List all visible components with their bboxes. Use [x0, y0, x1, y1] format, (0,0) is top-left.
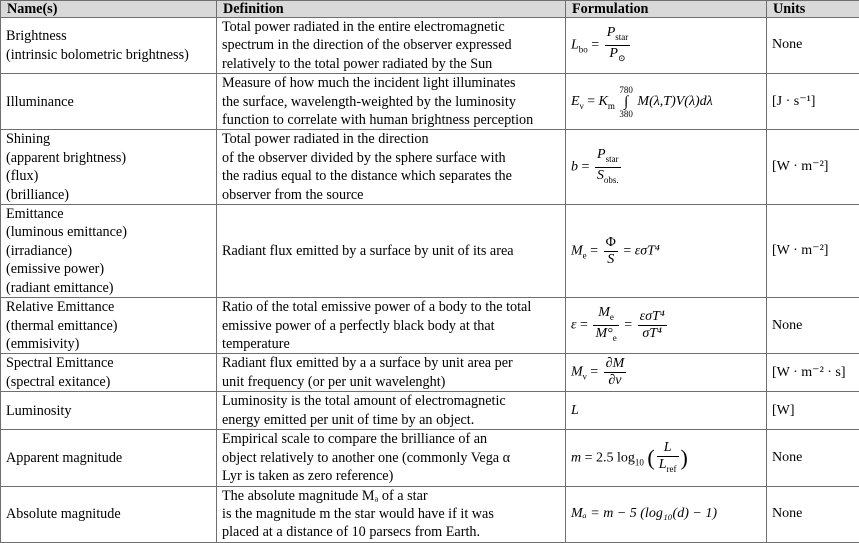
table-row: [1, 392, 859, 430]
formula-cell: L: [566, 392, 767, 430]
table-row: [1, 486, 859, 542]
name-cell: Emittance (luminous emittance) (irradiance) (emissive power) (radiant emittance): [1, 205, 217, 298]
definition-cell: Empirical scale to compare the brilliance of an object relatively to another one (commonly Vega α Lyr is taken as zero reference): [217, 430, 566, 486]
name-cell: Absolute magnitude: [1, 486, 217, 542]
definition-cell: Total power radiated in the entire electromagnetic spectrum in the direction of the observer expressed relatively to the total power radiated by the Sun: [217, 18, 566, 74]
table-row: [1, 354, 859, 392]
table-row: [1, 298, 859, 354]
header-units: Units: [767, 1, 859, 18]
name-cell: Shining (apparent brightness) (flux) (brilliance): [1, 130, 217, 205]
units-cell: None: [767, 18, 859, 74]
table-row: [1, 430, 859, 486]
units-cell: [W · m⁻²]: [767, 130, 859, 205]
definition-cell: Radiant flux emitted by a surface by unit of its area: [217, 205, 566, 298]
units-cell: None: [767, 298, 859, 354]
definition-cell: Total power radiated in the direction of the observer divided by the sphere surface with the radius equal to the distance which separates the observer from the source: [217, 130, 566, 205]
table-row: [1, 74, 859, 130]
formula-cell: $M_\nu$ = $\frac{\partial M}{\partial\nu}$: [566, 354, 767, 392]
table-row: [1, 18, 859, 74]
name-cell: Brightness (intrinsic bolometric brightness): [1, 18, 217, 74]
header-name: Name(s): [1, 1, 217, 18]
formula-cell: $E_\nu = K_m$ 780 ∫ 380 M(λ,T)V(λ)dλ: [566, 74, 767, 130]
formula-cell: $M_e$ = $\frac{\Phi}{S}$ = εσT⁴: [566, 205, 767, 298]
name-cell: Illuminance: [1, 74, 217, 130]
name-cell: Luminosity: [1, 392, 217, 430]
formula-cell: Mₐ = m − 5 (log₁₀(d) − 1): [566, 486, 767, 542]
header-row: [1, 1, 859, 18]
formula-cell: $L_{bo}$ = $\frac{P_{star}}{P_⊙}$: [566, 18, 767, 74]
header-definition: Definition: [217, 1, 566, 18]
formula-cell: ε = $\frac{M_e}{M^\circ_e}$ = $\frac{\text{εσT⁴}}{\text{σT⁴}}$: [566, 298, 767, 354]
units-cell: [W · m⁻² · s]: [767, 354, 859, 392]
definition-cell: Ratio of the total emissive power of a body to the total emissive power of a perfectly black body at that temperature: [217, 298, 566, 354]
header-formulation: Formulation: [566, 1, 767, 18]
definition-cell: Radiant flux emitted by a a surface by unit area per unit frequency (or per unit wavelenght): [217, 354, 566, 392]
definition-cell: Measure of how much the incident light illuminates the surface, wavelength-weighted by the luminosity function to correlate with human brightness perception: [217, 74, 566, 130]
name-cell: Relative Emittance (thermal emittance) (emmisivity): [1, 298, 217, 354]
units-cell: [W]: [767, 392, 859, 430]
units-cell: None: [767, 486, 859, 542]
formula-cell: b = $\frac{P_{star}}{S_{obs.}}$: [566, 130, 767, 205]
formula-cell: m = 2.5 $\log_{10}$ ( $\frac{L}{L_{ref}}$ ): [566, 430, 767, 486]
table-row: [1, 130, 859, 205]
units-cell: [J · s⁻¹]: [767, 74, 859, 130]
units-cell: None: [767, 430, 859, 486]
name-cell: Spectral Emittance (spectral exitance): [1, 354, 217, 392]
units-cell: [W · m⁻²]: [767, 205, 859, 298]
definition-cell: Luminosity is the total amount of electromagnetic energy emitted per unit of time by an object.: [217, 392, 566, 430]
definition-cell: The absolute magnitude Mₐ of a star is the magnitude m the star would have if it was placed at a distance of 10 parsecs from Earth.: [217, 486, 566, 542]
name-cell: Apparent magnitude: [1, 430, 217, 486]
table-row: [1, 205, 859, 298]
